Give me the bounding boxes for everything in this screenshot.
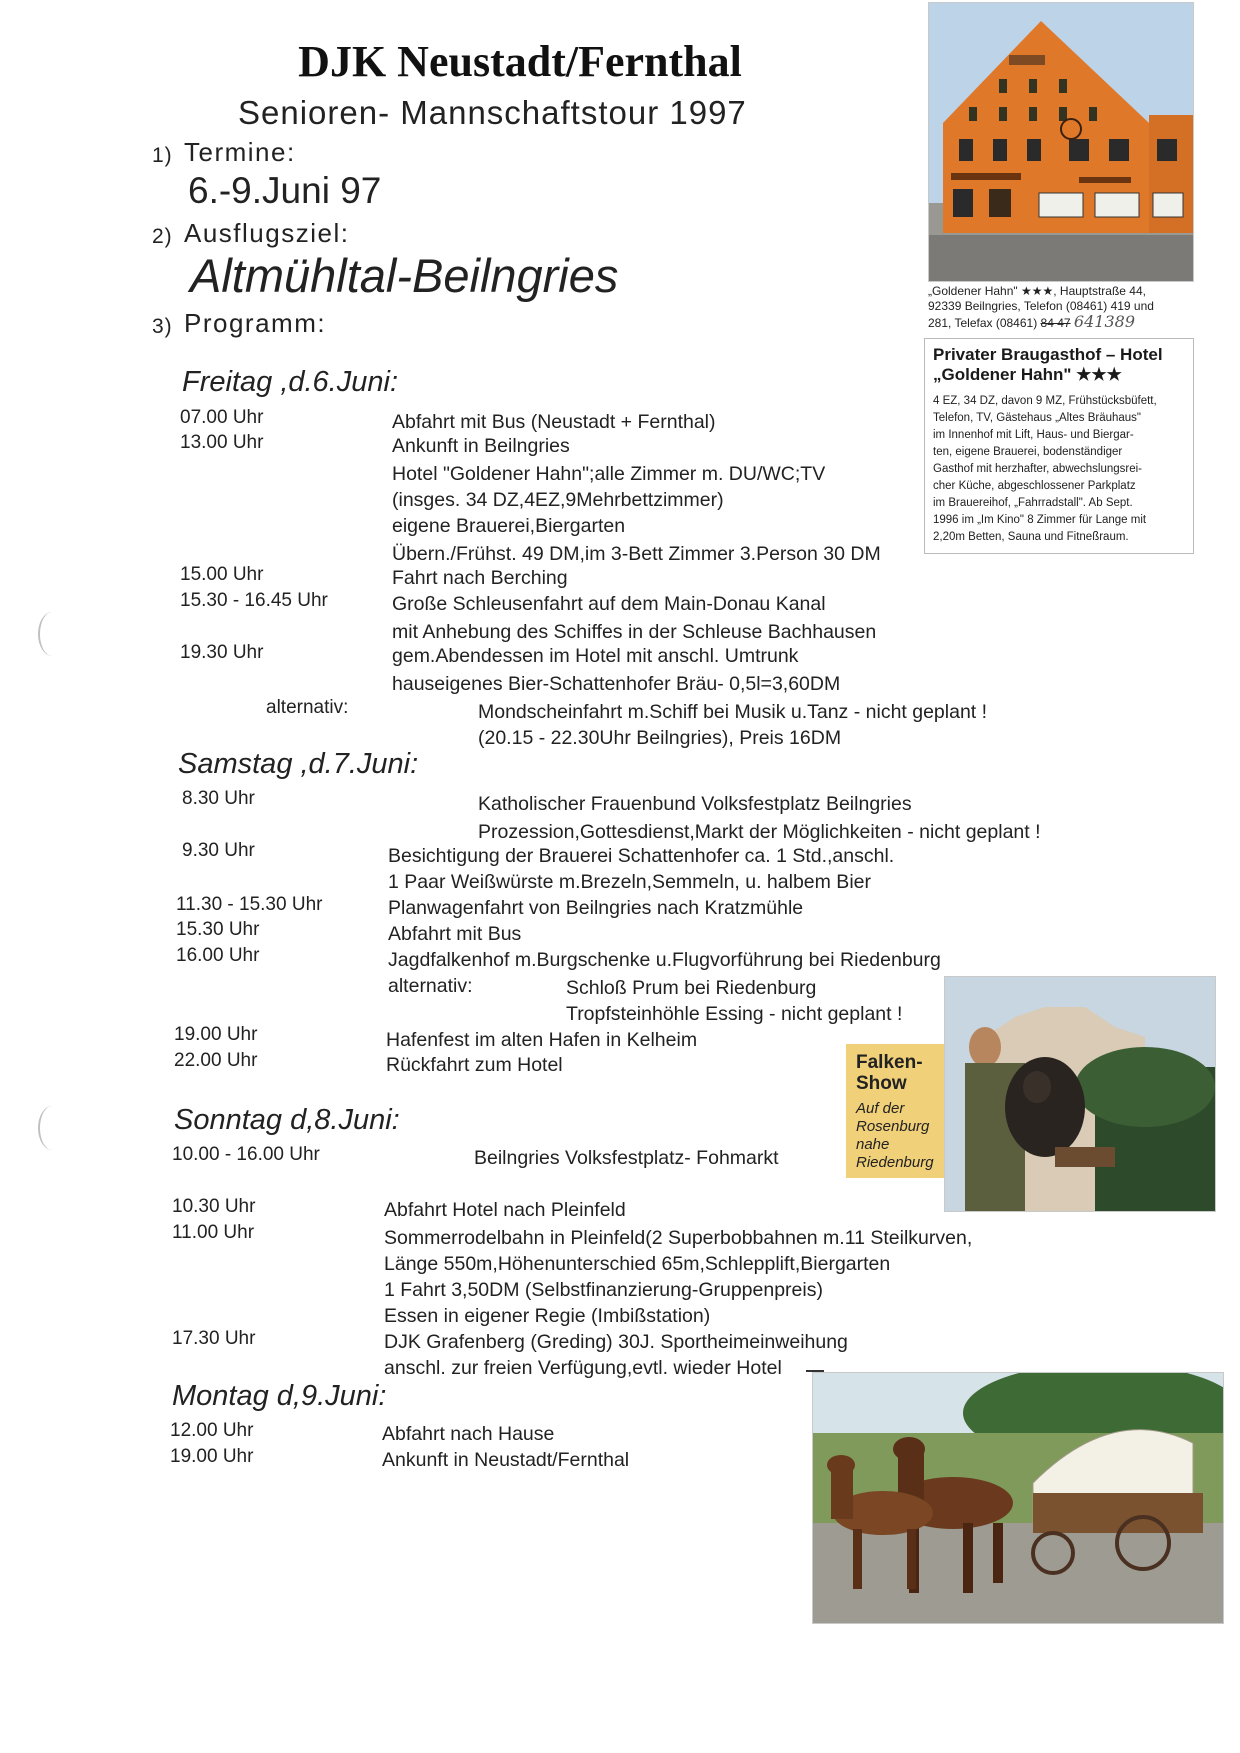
- schedule-text: Länge 550m,Höhenunterschied 65m,Schlepplift,Biergarten: [384, 1253, 891, 1275]
- schedule-time: 19.00 Uhr: [170, 1446, 254, 1467]
- schedule-text: Große Schleusenfahrt auf dem Main-Donau Kanal: [392, 593, 826, 615]
- schedule-text: Hafenfest im alten Hafen in Kelheim: [386, 1029, 698, 1051]
- falconer-photo: [944, 976, 1216, 1212]
- schedule-text: Prozession,Gottesdienst,Markt der Möglichkeiten - nicht geplant !: [478, 821, 1041, 843]
- punch-hole-mark: [38, 612, 66, 656]
- schedule-time: 19.30 Uhr: [180, 642, 264, 663]
- schedule-text: (20.15 - 22.30Uhr Beilngries), Preis 16DM: [478, 727, 842, 749]
- struck-fax-number: 84 47: [1040, 316, 1071, 330]
- falken-show-label: [846, 1044, 944, 1178]
- day-heading-montag: Montag d,9.Juni:: [172, 1380, 387, 1412]
- schedule-text: Planwagenfahrt von Beilngries nach Kratzmühle: [388, 897, 804, 919]
- heading-line: Privater Braugasthof – Hotel: [933, 345, 1163, 364]
- subtitle-line: Auf der: [856, 1100, 905, 1117]
- schedule-text: Mondscheinfahrt m.Schiff bei Musik u.Tanz - nicht geplant !: [478, 701, 988, 723]
- ad-line: 2,20m Betten, Sauna und Fitneßraum.: [933, 531, 1129, 543]
- ad-line: cher Küche, abgeschlossener Parkplatz: [933, 480, 1136, 492]
- address-line: [928, 314, 1192, 331]
- subtitle-line: Riedenburg: [856, 1154, 934, 1171]
- schedule-time: 17.30 Uhr: [172, 1328, 256, 1349]
- hotel-ad-box: [924, 338, 1194, 554]
- schedule-text: Tropfsteinhöhle Essing - nicht geplant !: [566, 1003, 903, 1025]
- address-line: 92339 Beilngries, Telefon (08461) 419 und: [928, 299, 1154, 313]
- title-line: Show: [856, 1073, 907, 1094]
- section-number: 3): [152, 315, 173, 338]
- schedule-text: Hotel "Goldener Hahn";alle Zimmer m. DU/WC;TV: [392, 463, 826, 485]
- schedule-time: 11.00 Uhr: [172, 1222, 255, 1243]
- section-number: 1): [152, 144, 173, 167]
- alternative-label: alternativ:: [266, 697, 349, 718]
- section-number: 2): [152, 225, 173, 248]
- ad-line: Telefon, TV, Gästehaus „Altes Bräuhaus": [933, 412, 1142, 424]
- schedule-text: DJK Grafenberg (Greding) 30J. Sportheimeinweihung: [384, 1331, 848, 1353]
- schedule-text: Beilngries Volksfestplatz- Fohmarkt: [474, 1147, 779, 1169]
- schedule-time: 19.00 Uhr: [174, 1024, 258, 1045]
- address-line: „Goldener Hahn" ★★★, Hauptstraße 44,: [928, 284, 1146, 298]
- falken-show-title: [856, 1052, 923, 1094]
- schedule-time: 15.30 Uhr: [176, 919, 260, 940]
- document-subtitle: Senioren- Mannschaftstour 1997: [238, 94, 747, 131]
- section-heading-ausflugsziel: Ausflugsziel:: [184, 218, 350, 248]
- schedule-text: Schloß Prum bei Riedenburg: [566, 977, 817, 999]
- alternative-label: alternativ:: [388, 975, 473, 997]
- schedule-time: 15.30 - 16.45 Uhr: [180, 590, 328, 611]
- ad-line: Gasthof mit herzhafter, abwechslungsrei-: [933, 463, 1143, 475]
- ad-line: im Brauereihof, „Fahrradstall". Ab Sept.: [933, 497, 1133, 509]
- schedule-time: 8.30 Uhr: [182, 788, 255, 809]
- schedule-text: hauseigenes Bier-Schattenhofer Bräu- 0,5l=3,60DM: [392, 673, 841, 695]
- schedule-text: Abfahrt nach Hause: [382, 1423, 555, 1445]
- schedule-text: Abfahrt mit Bus (Neustadt + Fernthal): [392, 411, 716, 433]
- day-heading-sonntag: Sonntag d,8.Juni:: [174, 1104, 400, 1136]
- ad-line: 1996 im „Im Kino" 8 Zimmer für Lange mit: [933, 514, 1147, 526]
- schedule-time: 22.00 Uhr: [174, 1050, 258, 1071]
- schedule-text: Abfahrt mit Bus: [388, 923, 522, 945]
- schedule-text: Fahrt nach Berching: [392, 567, 568, 589]
- schedule-text: mit Anhebung des Schiffes in der Schleuse Bachhausen: [392, 621, 877, 643]
- schedule-time: 15.00 Uhr: [180, 564, 264, 585]
- schedule-text: (insges. 34 DZ,4EZ,9Mehrbettzimmer): [392, 489, 724, 511]
- schedule-time: 9.30 Uhr: [182, 840, 255, 861]
- schedule-text: Jagdfalkenhof m.Burgschenke u.Flugvorführung bei Riedenburg: [388, 949, 941, 971]
- ad-line: im Innenhof mit Lift, Haus- und Biergar-: [933, 429, 1134, 441]
- schedule-text: gem.Abendessen im Hotel mit anschl. Umtrunk: [392, 645, 799, 667]
- hotel-ad-heading: [933, 345, 1163, 385]
- section-heading-termine: Termine:: [184, 137, 296, 167]
- schedule-text: Ankunft in Beilngries: [392, 435, 570, 457]
- schedule-text: anschl. zur freien Verfügung,evtl. wieder Hotel: [384, 1357, 782, 1379]
- schedule-text: Ankunft in Neustadt/Fernthal: [382, 1449, 630, 1471]
- schedule-text: eigene Brauerei,Biergarten: [392, 515, 626, 537]
- ad-line: ten, eigene Brauerei, bodenständiger: [933, 446, 1123, 458]
- section-heading-programm: Programm:: [184, 308, 327, 338]
- horse-wagon-photo: [812, 1372, 1224, 1624]
- schedule-time: 12.00 Uhr: [170, 1420, 254, 1441]
- schedule-time: 13.00 Uhr: [180, 432, 264, 453]
- heading-line: „Goldener Hahn" ★★★: [933, 365, 1122, 384]
- schedule-text: Rückfahrt zum Hotel: [386, 1054, 563, 1076]
- schedule-text: 1 Paar Weißwürste m.Brezeln,Semmeln, u. halbem Bier: [388, 871, 871, 893]
- schedule-time: 10.30 Uhr: [172, 1196, 256, 1217]
- fax-label: 281, Telefax (08461): [928, 316, 1038, 330]
- schedule-text: 1 Fahrt 3,50DM (Selbstfinanzierung-Gruppenpreis): [384, 1279, 823, 1301]
- schedule-time: 10.00 - 16.00 Uhr: [172, 1144, 320, 1165]
- day-heading-freitag: Freitag ,d.6.Juni:: [182, 366, 398, 398]
- schedule-time: 11.30 - 15.30 Uhr: [176, 894, 323, 915]
- subtitle-line: nahe: [856, 1136, 890, 1153]
- day-heading-samstag: Samstag ,d.7.Juni:: [178, 748, 419, 780]
- schedule-text: Abfahrt Hotel nach Pleinfeld: [384, 1199, 626, 1221]
- schedule-text: Besichtigung der Brauerei Schattenhofer ca. 1 Std.,anschl.: [388, 845, 895, 867]
- schedule-text: Essen in eigener Regie (Imbißstation): [384, 1305, 711, 1327]
- schedule-text: Übern./Frühst. 49 DM,im 3-Bett Zimmer 3.Person 30 DM: [392, 543, 881, 565]
- hotel-ad-body: [933, 393, 1189, 546]
- schedule-text: Katholischer Frauenbund Volksfestplatz Beilngries: [478, 793, 912, 815]
- hotel-address: [928, 284, 1192, 331]
- schedule-text: Sommerrodelbahn in Pleinfeld(2 Superbobbahnen m.11 Steilkurven,: [384, 1227, 973, 1249]
- ad-line: 4 EZ, 34 DZ, davon 9 MZ, Frühstücksbüfett,: [933, 395, 1157, 407]
- handwritten-fax-number: 641389: [1073, 312, 1135, 331]
- title-line: Falken-: [856, 1052, 923, 1073]
- schedule-time: 07.00 Uhr: [180, 407, 264, 428]
- hotel-photo: [928, 2, 1194, 282]
- destination: Altmühltal-Beilngries: [190, 249, 619, 302]
- falken-show-subtitle: [856, 1100, 934, 1172]
- tour-dates: 6.-9.Juni 97: [188, 170, 382, 211]
- subtitle-line: Rosenburg: [856, 1118, 930, 1135]
- punch-hole-mark: [38, 1106, 66, 1150]
- schedule-time: 16.00 Uhr: [176, 945, 260, 966]
- document-title: DJK Neustadt/Fernthal: [298, 37, 742, 86]
